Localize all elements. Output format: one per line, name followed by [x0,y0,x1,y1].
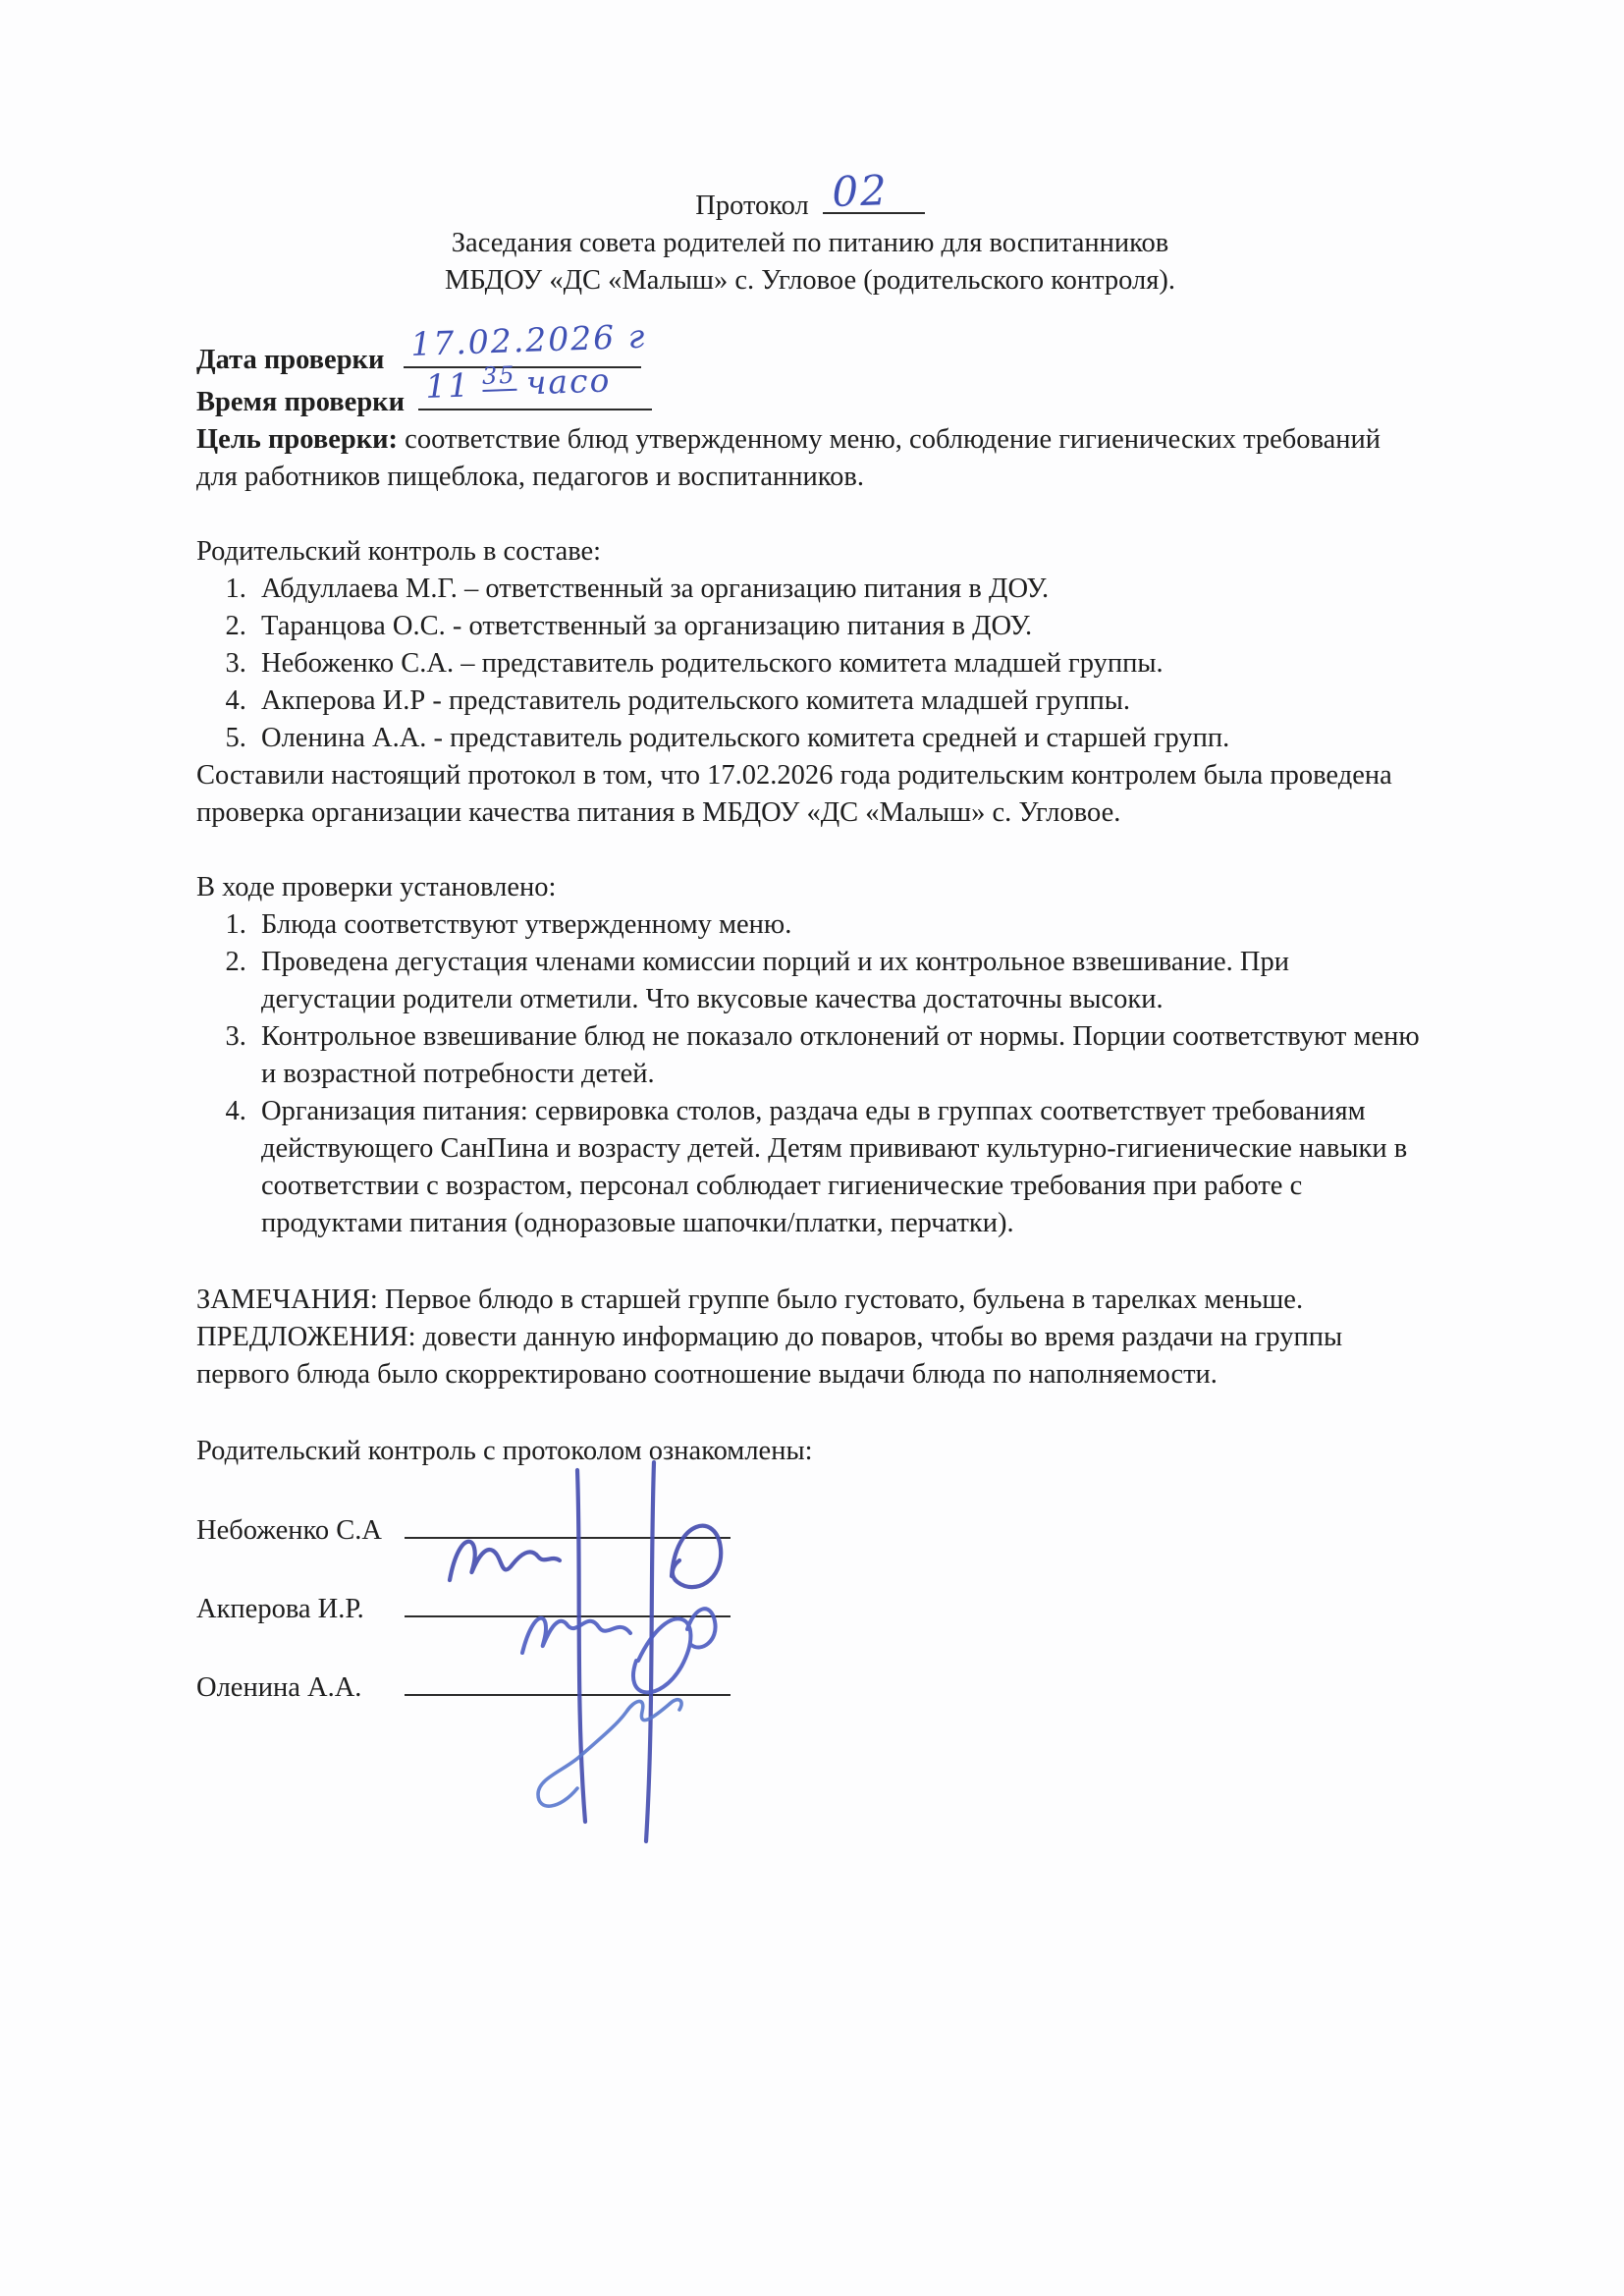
findings-heading: В ходе проверки установлено: [196,872,557,902]
signature-row [196,1507,1424,1549]
time-minutes-sup: 35 [481,360,517,390]
committee-list [196,571,1424,757]
purpose-label: Цель проверки: [196,424,399,455]
finding-item: 2. Проведена дегустация членами комиссии порций и их контрольное взвешивание. При дегустации родители отметили. Что вкусовые качества достаточны высоки. [253,944,1424,1018]
signatory-name: Небоженко С.А [196,1515,382,1546]
finding-item: 1. Блюда соответствуют утвержденному меню. [253,906,1424,944]
purpose-paragraph [196,421,1424,496]
signature-rows [196,1507,1424,1706]
signatory-name: Акперова И.Р. [196,1594,364,1624]
signature-block [196,1507,1424,1706]
suggestions-label: ПРЕДЛОЖЕНИЯ: [196,1322,416,1352]
acknowledgement-line: Родительский контроль с протоколом ознакомлены: [196,1436,813,1466]
committee-member: 4. Акперова И.Р - представитель родительского комитета младшей группы. [253,683,1424,720]
signature-line [405,1586,731,1617]
time-handwritten [424,353,612,406]
finding-item: 3. Контрольное взвешивание блюд не показало отклонений от нормы. Порции соответствуют меню и возрастной потребности детей. [253,1018,1424,1093]
subtitle-line-2: МБДОУ «ДС «Малыш» с. Угловое (родительского контроля). [445,265,1175,296]
subtitle-line-1: Заседания совета родителей по питанию для воспитанников [451,228,1169,258]
signature-line [405,1665,731,1696]
document-page [196,166,1424,1706]
committee-closing: Составили настоящий протокол в том, что 17.02.2026 года родительским контролем была проведена проверка организации качества питания в МБДОУ «ДС «Малыш» с. Угловое. [196,760,1392,828]
time-unit: часо [525,360,613,403]
suggestions-text: довести данную информацию до поваров, чтобы во время раздачи на группы первого блюда было скорректировано соотношение выдачи блюда по наполняемости. [196,1322,1343,1390]
signatory-name: Оленина А.А. [196,1672,362,1703]
signature-row [196,1665,1424,1706]
suggestions-paragraph [196,1319,1424,1394]
finding-item: 4. Организация питания: сервировка столов, раздача еды в группах соответствует требованиям действующего СанПина и возрасту детей. Детям прививают культурно-гигиенические навыки в соответствии с возрастом, персонал соблюдает гигиенические требования при работе с продуктами питания (одноразовые шапочки/платки, перчатки). [253,1093,1424,1242]
signature-row [196,1586,1424,1627]
findings-list [196,906,1424,1242]
purpose-text: соответствие блюд утвержденному меню, соблюдение гигиенических требований для работников пищеблока, педагогов и воспитанников. [196,424,1381,492]
title-number-handwritten: 02 [831,166,890,216]
date-label: Дата проверки [196,345,385,375]
committee-member: 1. Абдуллаева М.Г. – ответственный за организацию питания в ДОУ. [253,571,1424,608]
committee-member: 3. Небоженко С.А. – представитель родительского комитета младшей группы. [253,645,1424,683]
time-blank [418,360,652,410]
date-handwritten: 17.02.2026 г [410,316,648,363]
title-number-blank [823,166,925,216]
signature-3-strokes [538,1700,681,1806]
title-line [196,166,1424,225]
time-hours: 11 [424,365,471,406]
committee-member: 2. Таранцова О.С. - ответственный за организацию питания в ДОУ. [253,608,1424,645]
signature-line [405,1507,731,1539]
remarks-label: ЗАМЕЧАНИЯ: [196,1285,378,1315]
remarks-text: Первое блюдо в старшей группе было густовато, бульена в тарелках меньше. [384,1285,1304,1315]
committee-member: 5. Оленина А.А. - представитель родительского комитета средней и старшей групп. [253,720,1424,757]
date-row [196,316,1424,379]
time-label: Время проверки [196,387,406,417]
title-label: Протокол [695,191,809,221]
remarks-paragraph [196,1282,1424,1319]
committee-heading: Родительский контроль в составе: [196,536,602,567]
